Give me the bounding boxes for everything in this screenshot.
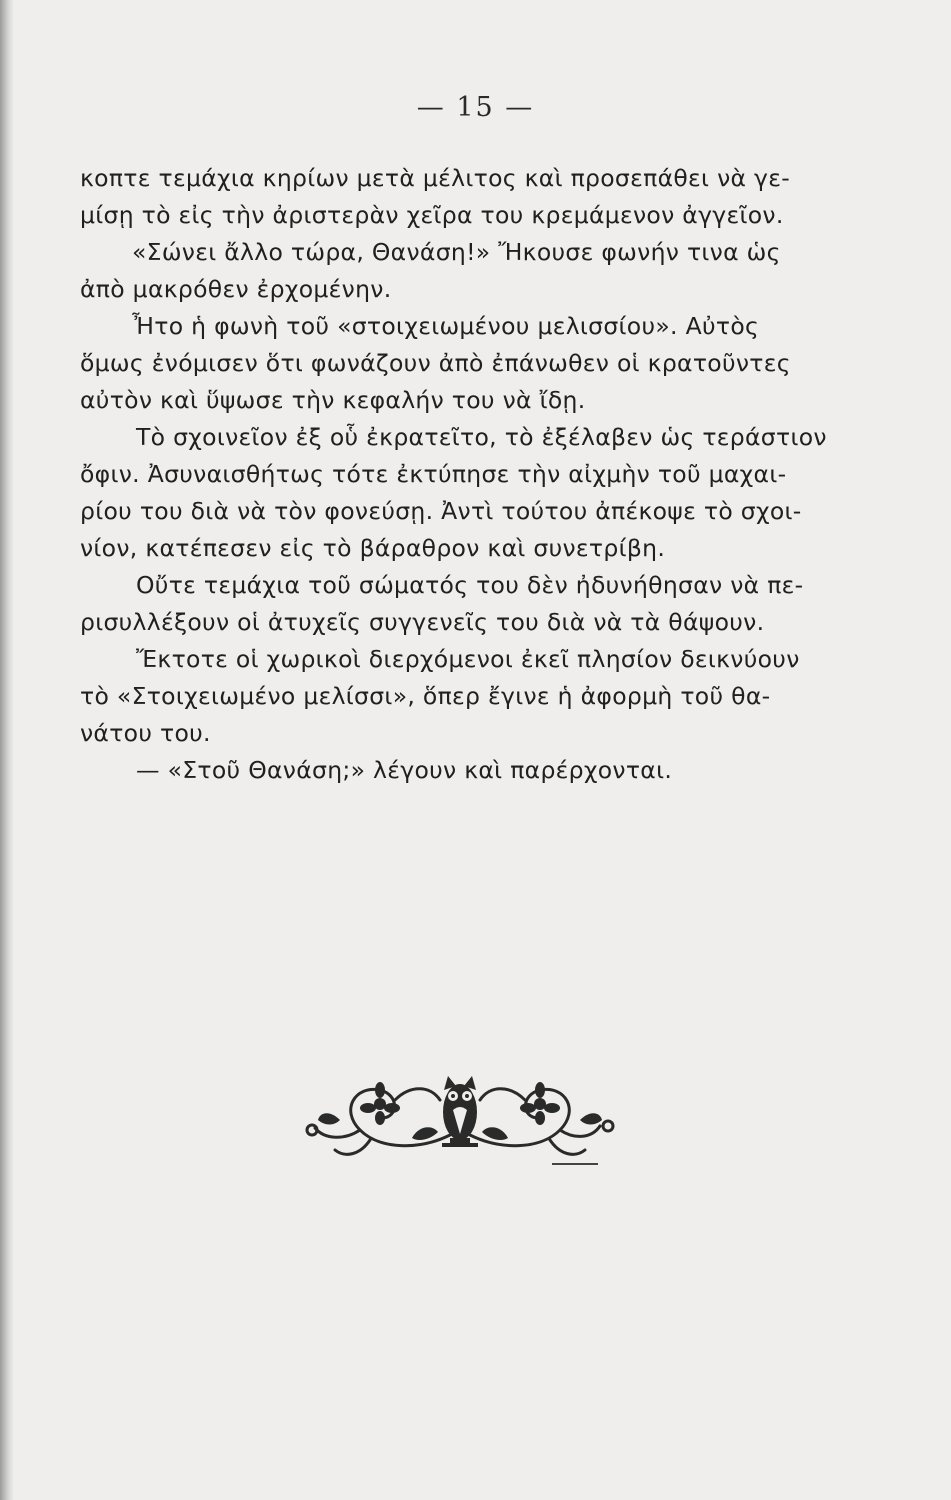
text-line: Τὸ σχοινεῖον ἐξ οὗ ἐκρατεῖτο, τὸ ἐξέλαβεν ὡς τεράστιον xyxy=(136,423,827,451)
text-line: Ἔκτοτε οἱ χωρικοὶ διερχόμενοι ἐκεῖ πλησίον δεικνύουν xyxy=(136,645,800,673)
text-line: «Σώνει ἄλλο τώρα, Θανάση!» Ἤκουσε φωνήν τινα ὡς xyxy=(132,238,781,266)
page-gutter-edge xyxy=(0,0,14,1500)
text-line: Ἦτο ἡ φωνὴ τοῦ «στοιχειωμένου μελισσίου». Αὐτὸς xyxy=(132,312,760,340)
text-line: Οὔτε τεμάχια τοῦ σώματός του δὲν ἠδυνήθησαν νὰ πε- xyxy=(136,571,804,599)
text-line: μίσῃ τὸ εἰς τὴν ἀριστερὰν χεῖρα του κρεμάμενον ἀγγεῖον. xyxy=(80,201,784,229)
text-line: ὅμως ἐνόμισεν ὅτι φωνάζουν ἀπὸ ἐπάνωθεν οἱ κρατοῦντες xyxy=(80,349,791,377)
text-line: — «Στοῦ Θανάση;» λέγουν καὶ παρέρχονται. xyxy=(136,756,673,784)
text-line: ρισυλλέξουν οἱ ἀτυχεῖς συγγενεῖς του διὰ νὰ τὰ θάψουν. xyxy=(80,608,765,636)
text-line: τὸ «Στοιχειωμένο μελίσσι», ὅπερ ἔγινε ἡ ἀφορμὴ τοῦ θα- xyxy=(80,682,771,710)
text-line: ρίου του διὰ νὰ τὸν φονεύσῃ. Ἀντὶ τούτου ἀπέκοψε τὸ σχοι- xyxy=(80,497,802,525)
text-line: αὐτὸν καὶ ὕψωσε τὴν κεφαλήν του νὰ ἴδῃ. xyxy=(80,386,586,414)
decorative-rule xyxy=(552,1163,598,1165)
text-line: ὄφιν. Ἀσυναισθήτως τότε ἐκτύπησε τὴν αἰχμὴν τοῦ μαχαι- xyxy=(80,460,787,488)
text-line: νάτου του. xyxy=(80,719,211,747)
text-line: νίον, κατέπεσεν εἰς τὸ βάραθρον καὶ συνετρίβη. xyxy=(80,534,666,562)
page-number: — 15 — xyxy=(416,92,535,123)
text-line: κοπτε τεμάχια κηρίων μετὰ μέλιτος καὶ προσεπάθει νὰ γε- xyxy=(80,164,791,192)
text-line: ἀπὸ μακρόθεν ἐρχομένην. xyxy=(80,275,392,303)
body-text xyxy=(80,160,830,789)
owl-vine-ornament-icon xyxy=(300,1040,620,1180)
